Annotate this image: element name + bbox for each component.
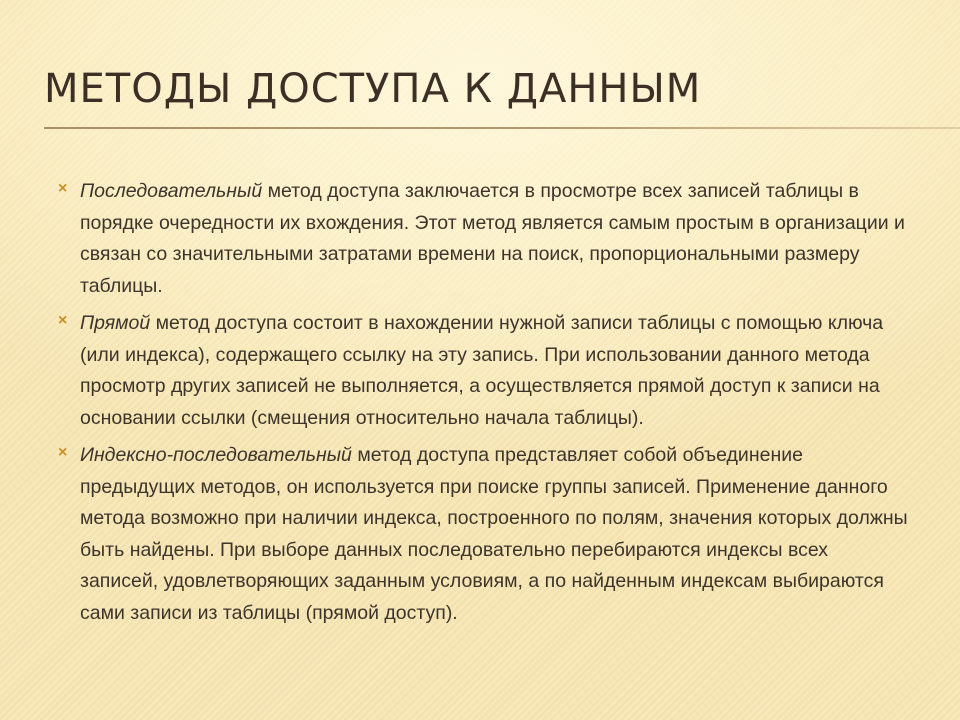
term-indexed-sequential: Индексно-последовательный	[80, 444, 352, 466]
bullet-cross-icon: ×	[58, 312, 68, 329]
list-item	[58, 440, 908, 629]
list-item	[58, 176, 908, 302]
term-sequential: Последовательный	[80, 180, 263, 202]
item-text: метод доступа представляет собой объединение предыдущих методов, он используется при поиске группы записей. Применение данного метода возможно при наличии индекса, построенного по полям, значения которых должны быть найдены. При выборе данных последовательно перебираются индексы всех записей, удовлетворяющих заданным условиям, а по найденным индексам выбираются сами записи из таблицы (прямой доступ).	[80, 444, 908, 624]
slide-title: МЕТОДЫ ДОСТУПА К ДАННЫМ	[44, 66, 702, 112]
item-text: метод доступа состоит в нахождении нужной записи таблицы с помощью ключа (или индекса), содержащего ссылку на эту запись. При использовании данного метода просмотр других записей не выполняется, а осуществляется прямой доступ к записи на основании ссылки (смещения относительно начала таблицы).	[80, 312, 884, 429]
bullet-cross-icon: ×	[58, 180, 68, 197]
list-item	[58, 308, 908, 434]
item-text: метод доступа заключается в просмотре всех записей таблицы в порядке очередности их вхождения. Этот метод является самым простым в организации и связан со значительными затратами времени на поиск, пропорциональными размеру таблицы.	[80, 180, 905, 297]
term-direct: Прямой	[80, 312, 151, 334]
bullet-list	[58, 176, 908, 635]
title-divider	[44, 127, 960, 129]
bullet-cross-icon: ×	[58, 444, 68, 461]
